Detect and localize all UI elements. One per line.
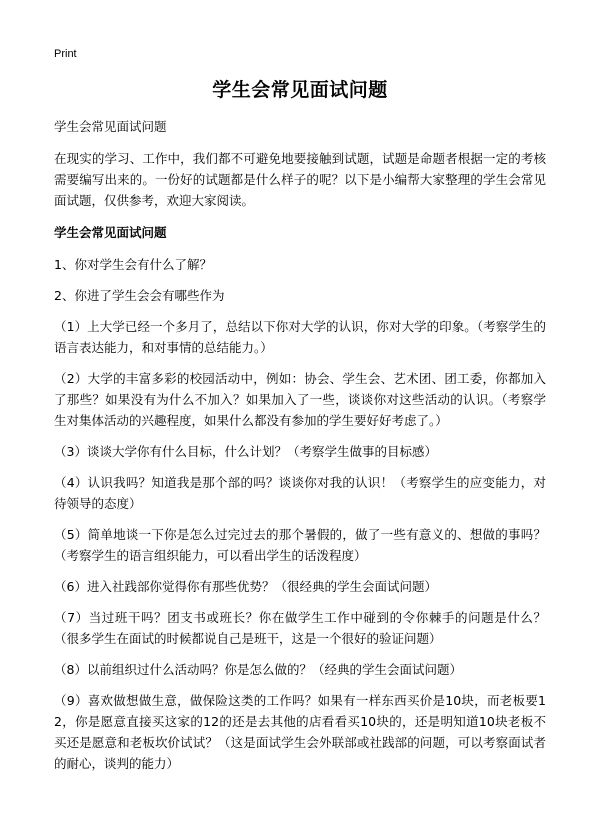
question-list	[54, 254, 546, 774]
list-item: （6）进入社践部你觉得你有那些优势？（很经典的学生会面试问题）	[54, 579, 437, 594]
list-item: （7）当过班干吗？团支书或班长？你在做学生工作中碰到的令你棘手的问题是什么？（很多学生在面试的时候都说自己是班干，这是一个很好的验证问题）	[54, 610, 546, 646]
list-item: 2、你进了学生会会有哪些作为	[54, 288, 225, 303]
list-item: （9）喜欢做想做生意，做保险这类的工作吗？如果有一样东西买价是10块，而老板要12，你是愿意直接买这家的12的还是去其他的店看看买10块的，还是明知道10块老板不买还是愿意和老板坎价试试？（这是面试学生会外联部或社践部的问题，可以考察面试者的耐心，谈判的能力）	[54, 693, 546, 771]
list-item: （5）简单地谈一下你是怎么过完过去的那个暑假的，做了一些有意义的、想做的事吗？（考察学生的语言组织能力，可以看出学生的话泼程度）	[54, 527, 546, 563]
intro-paragraph: 在现实的学习、工作中，我们都不可避免地要接触到试题，试题是命题者根据一定的考核需要编写出来的。一份好的试题都是什么样子的呢？以下是小编帮大家整理的学生会常见面试题，仅供参考，欢迎大家阅读。	[54, 151, 546, 208]
list-item: （2）大学的丰富多彩的校园活动中，例如：协会、学生会、艺术团、团工委，你都加入了那些？如果没有为什么不加入？如果加入了一些，谈谈你对这些活动的认识。（考察学生对集体活动的兴趣程度，如果什么都没有参加的学生要好好考虑了。）	[54, 371, 546, 428]
document-subtitle: 学生会常见面试问题	[54, 119, 167, 134]
document-title: 学生会常见面试问题	[212, 79, 388, 101]
section-heading: 学生会常见面试问题	[54, 225, 167, 240]
list-item: （1）上大学已经一个多月了，总结以下你对大学的认识，你对大学的印象。（考察学生的语言表达能力，和对事情的总结能力。）	[54, 319, 546, 355]
list-item: 1、你对学生会有什么了解？	[54, 257, 212, 272]
document-body	[54, 76, 546, 784]
list-item: （8）以前组织过什么活动吗？你是怎么做的？（经典的学生会面试问题）	[54, 662, 462, 677]
print-label[interactable]: Print	[54, 48, 77, 60]
list-item: （3）谈谈大学你有什么目标，什么计划？（考察学生做事的目标感）	[54, 444, 437, 459]
list-item: （4）认识我吗？知道我是那个部的吗？谈谈你对我的认识！（考察学生的应变能力，对待领导的态度）	[54, 475, 546, 511]
